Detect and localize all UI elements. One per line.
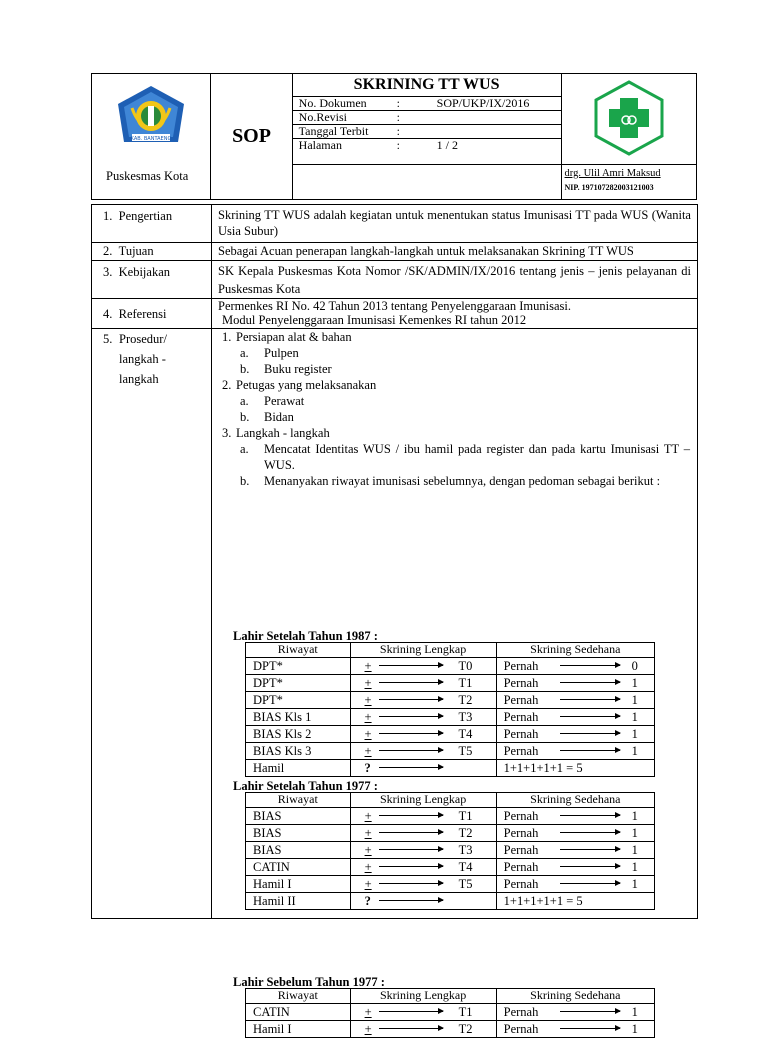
arrow-icon — [379, 866, 443, 867]
table-row — [246, 892, 655, 909]
table-row — [246, 841, 655, 858]
table-header-cell: Riwayat — [246, 793, 351, 808]
label-pengertian: 1. Pengertian — [92, 205, 212, 243]
cross-logo-cell — [561, 74, 696, 165]
table-row — [246, 691, 655, 708]
kabupaten-logo — [92, 74, 210, 160]
table-header-cell: Skrining Sedehana — [496, 793, 654, 808]
cell-sedehana: Pernah 1 — [496, 824, 654, 841]
cell-lengkap: + T4 — [350, 858, 496, 875]
cell-riwayat: CATIN — [246, 858, 351, 875]
arrow-icon — [560, 1028, 620, 1029]
doc-field-label: No.Revisi — [298, 110, 347, 124]
cell-lengkap: + T4 — [350, 725, 496, 742]
cell-lengkap: + T2 — [350, 824, 496, 841]
cell-sedehana: Pernah 1 — [496, 875, 654, 892]
table-row — [246, 858, 655, 875]
table-row — [246, 759, 655, 776]
step-subitem: b. Menanyakan riwayat imunisasi sebelumnya, dengan pedoman sebagai berikut : — [240, 474, 661, 488]
doc-field-colon: : — [396, 110, 400, 124]
doc-info-cell — [292, 74, 561, 165]
step-subitem: b. Bidan — [240, 410, 294, 424]
arrow-icon — [560, 815, 620, 816]
doc-field-row — [293, 97, 561, 111]
step-subitem: b. Buku register — [240, 362, 332, 376]
table-row — [246, 807, 655, 824]
arrow-icon — [379, 699, 443, 700]
cell-riwayat: Hamil I — [246, 875, 351, 892]
table-row — [246, 1020, 655, 1037]
table-row — [246, 674, 655, 691]
doc-field-colon: : — [396, 138, 400, 152]
ref-line-2: Modul Penyelenggaraan Imunisasi Kemenkes RI tahun 2012 — [222, 313, 527, 327]
arrow-icon — [379, 849, 443, 850]
table-header-cell: Skrining Sedehana — [496, 643, 654, 658]
cell-sedehana: Pernah 0 — [496, 657, 654, 674]
signer-nip: NIP. 197107282003121003 — [564, 183, 654, 192]
cell-lengkap: + T3 — [350, 841, 496, 858]
arrow-icon — [560, 733, 620, 734]
cell-riwayat: DPT* — [246, 657, 351, 674]
doc-field-row — [293, 125, 561, 139]
cell-sedehana: 1+1+1+1+1 = 5 — [496, 892, 654, 909]
row-kebijakan — [92, 261, 698, 299]
cell-riwayat: BIAS Kls 1 — [246, 708, 351, 725]
puskesmas-label: Puskesmas Kota — [106, 169, 189, 183]
empty-cell — [292, 165, 561, 200]
cell-sedehana: Pernah 1 — [496, 841, 654, 858]
row-tujuan — [92, 243, 698, 261]
cell-lengkap: + T5 — [350, 742, 496, 759]
arrow-icon — [560, 849, 620, 850]
arrow-icon — [379, 767, 443, 768]
screening-table — [245, 988, 655, 1038]
arrow-icon — [560, 716, 620, 717]
arrow-icon — [560, 750, 620, 751]
text-kebijakan: SK Kepala Puskesmas Kota Nomor /SK/ADMIN/IX/2016 tentang jenis – jenis pelayanan di Puskesmas Kota — [212, 261, 698, 299]
arrow-icon — [379, 815, 443, 816]
cell-lengkap: + T1 — [350, 807, 496, 824]
doc-field-colon: : — [396, 124, 400, 138]
label-tujuan: 2. Tujuan — [92, 243, 212, 261]
table-row — [246, 708, 655, 725]
arrow-icon — [379, 832, 443, 833]
text-referensi — [212, 299, 698, 329]
arrow-icon — [379, 1011, 443, 1012]
doc-fields — [293, 97, 561, 152]
cell-sedehana: Pernah 1 — [496, 858, 654, 875]
text-tujuan: Sebagai Acuan penerapan langkah-langkah untuk melaksanakan Skrining TT WUS — [212, 243, 698, 261]
green-cross-icon — [562, 74, 696, 160]
signer-cell — [561, 165, 696, 200]
cell-lengkap: + T2 — [350, 691, 496, 708]
step-subitem: a. Perawat — [240, 394, 305, 408]
cell-lengkap: ? — [350, 759, 496, 776]
svg-text:KAB. BANTAENG: KAB. BANTAENG — [130, 136, 172, 142]
table-header-row — [246, 643, 655, 658]
screening-table — [245, 642, 655, 777]
cell-riwayat: BIAS — [246, 807, 351, 824]
table-title: Lahir Setelah Tahun 1987 : — [233, 629, 378, 643]
doc-field-value: 1 / 2 — [436, 138, 458, 152]
cell-sedehana: Pernah 1 — [496, 742, 654, 759]
arrow-icon — [560, 665, 620, 666]
cell-riwayat: BIAS — [246, 824, 351, 841]
prosedur-content — [212, 329, 698, 1036]
cell-sedehana: 1+1+1+1+1 = 5 — [496, 759, 654, 776]
sop-body-table — [91, 204, 698, 1036]
cell-riwayat: CATIN — [246, 1003, 351, 1020]
step-subitem: a. Mencatat Identitas WUS / ibu hamil pada register dan pada kartu Imunisasi TT – WUS. — [240, 442, 690, 472]
table-header-cell: Riwayat — [246, 989, 351, 1004]
row-prosedur — [92, 329, 698, 919]
table-header-cell: Skrining Sedehana — [496, 989, 654, 1004]
step-item: 2. Petugas yang melaksanakan — [222, 378, 377, 392]
arrow-icon — [379, 733, 443, 734]
arrow-icon — [560, 866, 620, 867]
doc-field-row — [293, 139, 561, 152]
cell-sedehana: Pernah 1 — [496, 708, 654, 725]
cell-sedehana: Pernah 1 — [496, 725, 654, 742]
arrow-icon — [379, 900, 443, 901]
doc-field-colon: : — [396, 96, 400, 110]
cell-lengkap: + T1 — [350, 674, 496, 691]
table-row — [246, 1003, 655, 1020]
table-header-cell: Skrining Lengkap — [350, 793, 496, 808]
cell-lengkap: + T0 — [350, 657, 496, 674]
arrow-icon — [379, 750, 443, 751]
row-referensi — [92, 299, 698, 329]
doc-title: SKRINING TT WUS — [293, 74, 561, 97]
cell-lengkap: + T1 — [350, 1003, 496, 1020]
cell-riwayat: BIAS — [246, 841, 351, 858]
step-subitem: a. Pulpen — [240, 346, 299, 360]
text-pengertian: Skrining TT WUS adalah kegiatan untuk menentukan status Imunisasi TT pada WUS (Wanita Usia Subur) — [212, 205, 698, 243]
table-header-row — [246, 793, 655, 808]
cell-lengkap: + T5 — [350, 875, 496, 892]
cell-sedehana: Pernah 1 — [496, 1020, 654, 1037]
cell-sedehana: Pernah 1 — [496, 691, 654, 708]
arrow-icon — [379, 1028, 443, 1029]
arrow-icon — [379, 682, 443, 683]
cell-sedehana: Pernah 1 — [496, 674, 654, 691]
arrow-icon — [379, 716, 443, 717]
arrow-icon — [560, 682, 620, 683]
cell-riwayat: Hamil I — [246, 1020, 351, 1037]
prosedur-steps — [222, 329, 690, 489]
table-header-cell: Skrining Lengkap — [350, 989, 496, 1004]
arrow-icon — [560, 832, 620, 833]
cell-riwayat: BIAS Kls 3 — [246, 742, 351, 759]
screening-table — [245, 792, 655, 910]
table-title: Lahir Setelah Tahun 1977 : — [233, 779, 378, 793]
table-row — [246, 742, 655, 759]
cell-lengkap: ? — [350, 892, 496, 909]
label-kebijakan: 3. Kebijakan — [92, 261, 212, 299]
cell-lengkap: + T2 — [350, 1020, 496, 1037]
sop-label: SOP — [232, 125, 271, 147]
cell-sedehana: Pernah 1 — [496, 807, 654, 824]
signer-name: drg. Ulil Amri Maksud — [564, 168, 661, 179]
cell-riwayat: Hamil — [246, 759, 351, 776]
table-row — [246, 657, 655, 674]
doc-field-label: No. Dokumen — [298, 96, 367, 110]
label-prosedur: 5. Prosedur/ langkah - langkah — [92, 329, 212, 919]
row-pengertian — [92, 205, 698, 243]
table-title: Lahir Sebelum Tahun 1977 : — [233, 975, 385, 989]
doc-field-value: SOP/UKP/IX/2016 — [436, 96, 530, 110]
table-row — [246, 725, 655, 742]
ref-line-1: Permenkes RI No. 42 Tahun 2013 tentang Penyelenggaraan Imunisasi. — [218, 299, 571, 313]
sop-label-cell — [211, 74, 292, 200]
cell-lengkap: + T3 — [350, 708, 496, 725]
arrow-icon — [379, 883, 443, 884]
table-header-row — [246, 989, 655, 1004]
doc-field-label: Tanggal Terbit — [298, 124, 369, 138]
arrow-icon — [379, 665, 443, 666]
arrow-icon — [560, 883, 620, 884]
step-item: 1. Persiapan alat & bahan — [222, 330, 352, 344]
cell-sedehana: Pernah 1 — [496, 1003, 654, 1020]
label-referensi: 4. Referensi — [92, 299, 212, 329]
doc-field-row — [293, 111, 561, 125]
cell-riwayat: Hamil II — [246, 892, 351, 909]
cell-riwayat: DPT* — [246, 691, 351, 708]
cell-riwayat: DPT* — [246, 674, 351, 691]
table-row — [246, 875, 655, 892]
doc-field-label: Halaman — [298, 138, 342, 152]
table-header-cell: Skrining Lengkap — [350, 643, 496, 658]
table-row — [246, 824, 655, 841]
cell-riwayat: BIAS Kls 2 — [246, 725, 351, 742]
arrow-icon — [560, 1011, 620, 1012]
step-item: 3. Langkah - langkah — [222, 426, 330, 440]
table-header-cell: Riwayat — [246, 643, 351, 658]
arrow-icon — [560, 699, 620, 700]
